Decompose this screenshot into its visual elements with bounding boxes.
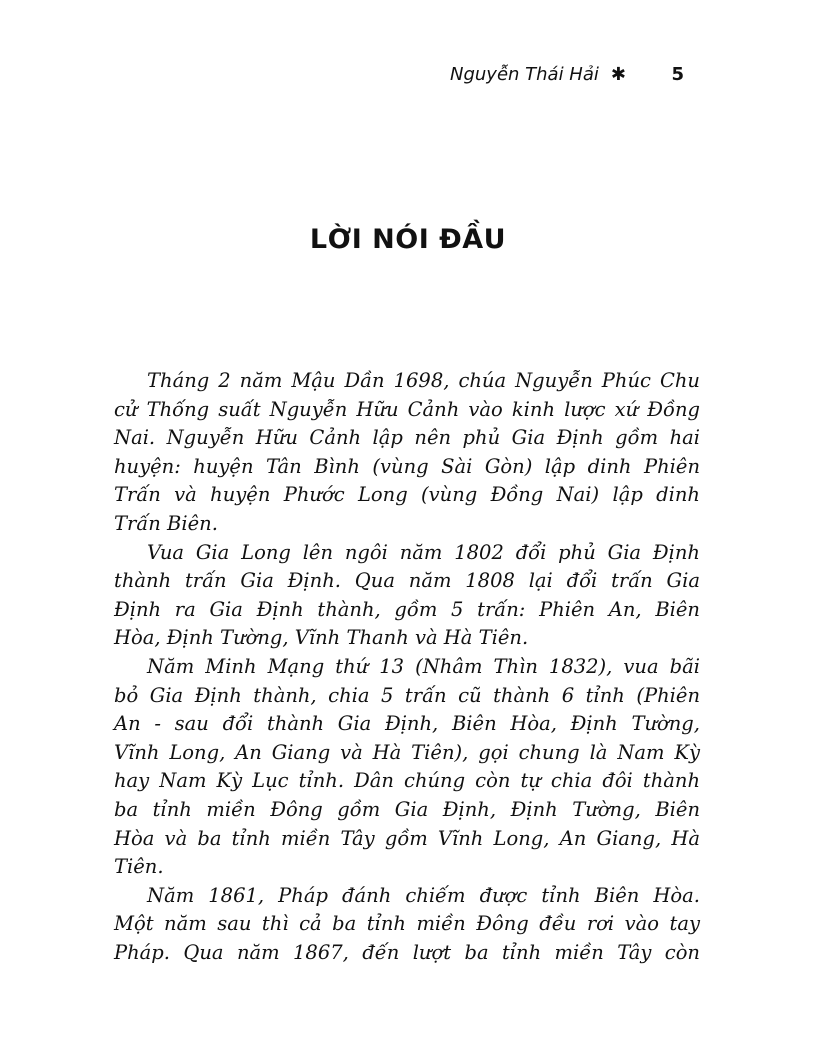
text-line: cử Thống suất Nguyễn Hữu Cảnh vào kinh lược xứ Đồng xyxy=(114,397,700,421)
text-line: Tháng 2 năm Mậu Dần 1698, chúa Nguyễn Phúc Chu xyxy=(147,369,700,392)
header-author: Nguyễn Thái Hải xyxy=(450,64,599,85)
page-number: 5 xyxy=(671,64,684,85)
text-line: Năm Minh Mạng thứ 13 (Nhâm Thìn 1832), vua bãi xyxy=(147,654,700,678)
text-line: Hòa và ba tỉnh miền Tây gồm Vĩnh Long, An Giang, Hà xyxy=(114,826,700,850)
text-line: An - sau đổi thành Gia Định, Biên Hòa, Định Tường, xyxy=(114,712,700,736)
text-line: Tiên. xyxy=(114,855,164,879)
text-line: Hòa, Định Tường, Vĩnh Thanh và Hà Tiên. xyxy=(114,626,529,650)
body-text xyxy=(114,367,700,967)
text-line: huyện: huyện Tân Bình (vùng Sài Gòn) lập dinh Phiên xyxy=(114,454,700,478)
text-line: hay Nam Kỳ Lục tỉnh. Dân chúng còn tự chia đôi thành xyxy=(114,769,700,793)
asterisk-separator-icon: ✱ xyxy=(610,64,626,85)
text-line: ba tỉnh miền Đông gồm Gia Định, Định Tường, Biên xyxy=(114,797,700,821)
text-line: Trấn và huyện Phước Long (vùng Đồng Nai) lập dinh xyxy=(114,483,700,507)
text-line: bỏ Gia Định thành, chia 5 trấn cũ thành 6 tỉnh (Phiên xyxy=(114,683,700,707)
text-line: Pháp. Qua năm 1867, đến lượt ba tỉnh miền Tây còn xyxy=(114,940,700,964)
text-line: Trấn Biên. xyxy=(114,511,218,535)
chapter-title: LỜI NÓI ĐẦU xyxy=(309,224,507,255)
text-line: Năm 1861, Pháp đánh chiếm được tỉnh Biên Hòa. xyxy=(147,883,700,907)
text-line: Vĩnh Long, An Giang và Hà Tiên), gọi chung là Nam Kỳ xyxy=(114,740,700,764)
text-line: Một năm sau thì cả ba tỉnh miền Đông đều rơi vào tay xyxy=(114,912,700,936)
text-line: Nai. Nguyễn Hữu Cảnh lập nên phủ Gia Định gồm hai xyxy=(114,426,700,450)
text-line: thành trấn Gia Định. Qua năm 1808 lại đổi trấn Gia xyxy=(114,569,700,593)
text-line: Vua Gia Long lên ngôi năm 1802 đổi phủ Gia Định xyxy=(147,540,700,564)
running-header xyxy=(450,64,690,85)
text-line: Định ra Gia Định thành, gồm 5 trấn: Phiên An, Biên xyxy=(114,597,700,621)
